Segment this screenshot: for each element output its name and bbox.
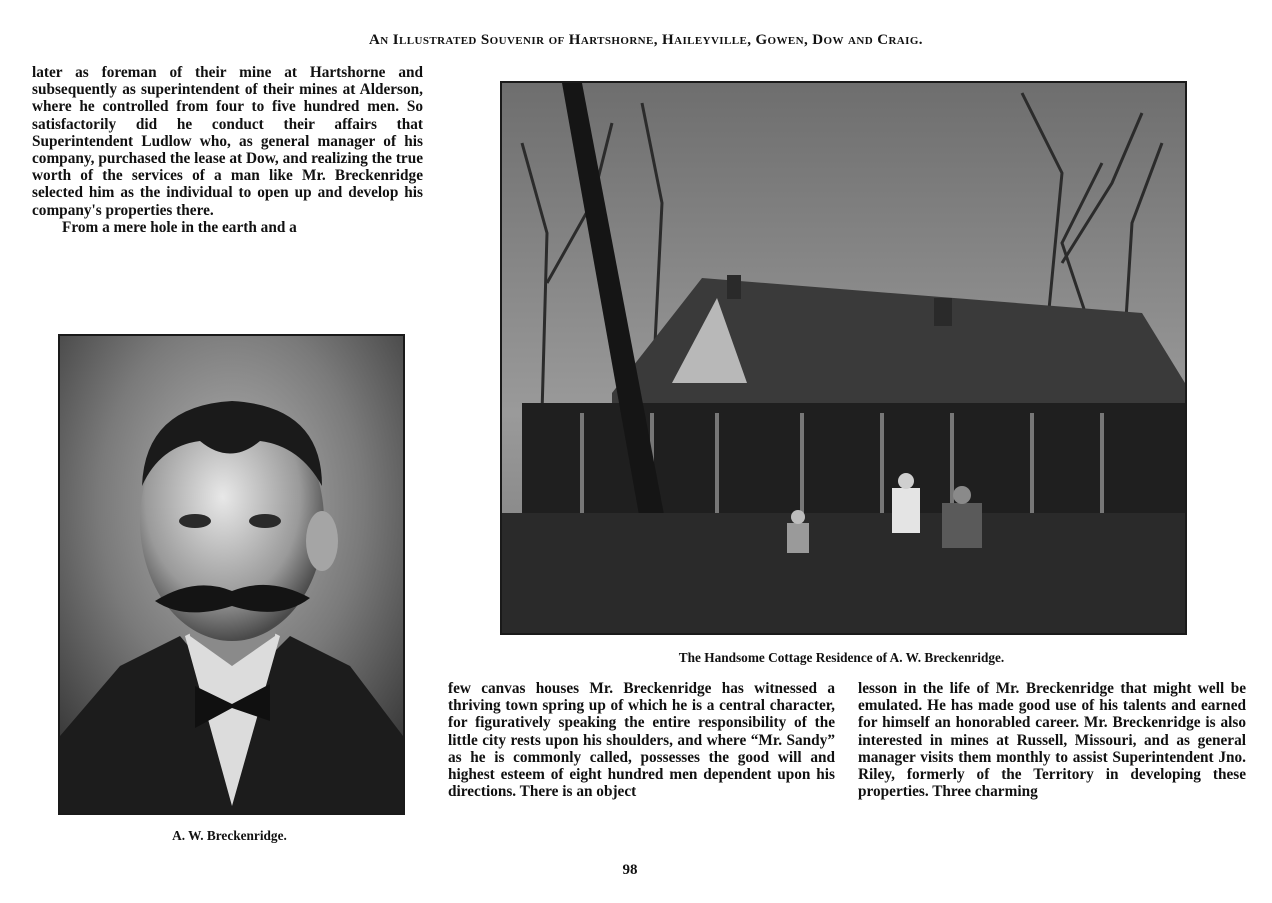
portrait-caption: A. W. Breckenridge. bbox=[172, 828, 287, 843]
portrait-image bbox=[60, 336, 403, 813]
page-number: 98 bbox=[622, 862, 638, 878]
left-text-column bbox=[32, 64, 423, 236]
house-photo bbox=[500, 81, 1187, 635]
right-text-column: lesson in the life of Mr. Breckenridge that might well be emulated. He has made good use of his talents and earned for himself an honorabled career. Mr. Breckenridge is also interested in mines at Russell, Missouri, and as general manager visits them monthly to assist Superintendent Jno. Riley, formerly of the Territory in developing these properties. Three charming bbox=[858, 680, 1246, 801]
house-image bbox=[502, 83, 1185, 633]
house-caption: The Handsome Cottage Residence of A. W. Breckenridge. bbox=[678, 650, 1005, 665]
portrait-photo bbox=[58, 334, 405, 815]
page-header: An Illustrated Souvenir of Hartshorne, Haileyville, Gowen, Dow and Craig. bbox=[369, 32, 923, 48]
middle-text-column: few canvas houses Mr. Breckenridge has witnessed a thriving town spring up of which he is a central character, for figuratively speaking the entire responsibility of the little city rests upon his shoulders, and where “Mr. Sandy” as he is commonly called, possesses the good will and highest esteem of eight hundred men dependent upon his directions. There is an object bbox=[448, 680, 835, 801]
paragraph: later as foreman of their mine at Hartshorne and subsequently as superintendent of their mines at Alderson, where he controlled from four to five hundred men. So satisfactorily did he conduct their affairs that Superintendent Ludlow who, as general manager of his company, purchased the lease at Dow, and realizing the true worth of the services of a man like Mr. Breckenridge selected him as the individual to open up and develop his company's properties there. bbox=[32, 64, 423, 219]
paragraph: From a mere hole in the earth and a bbox=[62, 218, 297, 236]
